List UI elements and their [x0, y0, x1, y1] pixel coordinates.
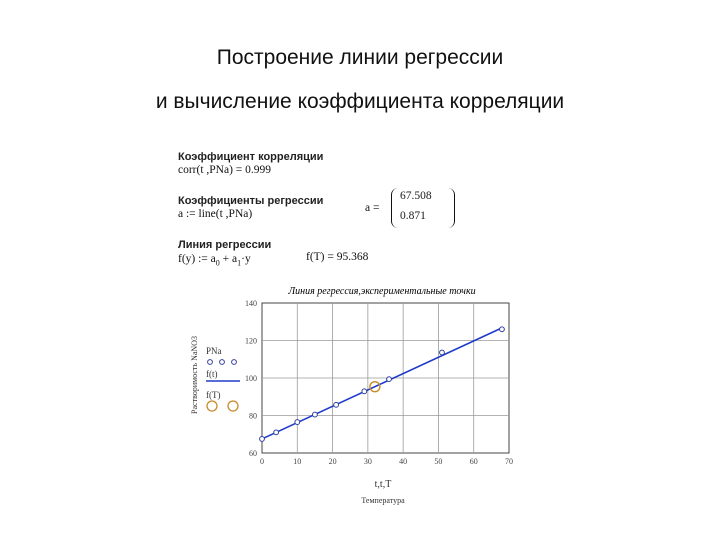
pna-point-6	[387, 377, 392, 382]
regression-expression[interactable]: a := line(t ,PNa)	[178, 208, 253, 220]
pna-point-2	[295, 420, 300, 425]
pna-point-1	[274, 430, 279, 435]
regression-line-heading: Линия регрессии	[178, 239, 272, 251]
legend-marker-fT	[207, 401, 238, 411]
y-tick-label-4: 140	[245, 299, 257, 308]
pna-point-3	[313, 412, 318, 417]
y-tick-label-2: 100	[245, 374, 257, 383]
legend-marker-pna	[208, 360, 237, 365]
fT-evaluation[interactable]: f(T) = 95.368	[306, 251, 369, 263]
y-tick-label-0: 60	[249, 449, 257, 458]
plot-grid	[262, 303, 509, 453]
x-tick-label-0: 0	[260, 457, 264, 466]
x-tick-label-2: 20	[328, 457, 337, 466]
legend-label-ft: f(t)	[206, 369, 218, 379]
matrix-label: a =	[365, 202, 380, 214]
line-func-left: f(y) := a	[178, 253, 216, 265]
x-axis-label: t,t,T	[374, 479, 392, 490]
legend-label-pna: PNa	[206, 346, 222, 356]
x-tick-label-6: 60	[469, 457, 478, 466]
line-func-sub1: 1	[237, 258, 242, 268]
chart-legend	[206, 346, 240, 411]
x-tick-label-5: 50	[434, 457, 443, 466]
chart-series	[260, 327, 505, 441]
y-axis-label: Растворимость NaNO3	[190, 336, 199, 414]
x-tick-labels	[260, 457, 513, 466]
x-tick-label-3: 30	[363, 457, 372, 466]
matrix-value-a1: 0.871	[400, 210, 426, 222]
chart-title: Линия регрессия,экспериментальные точки	[288, 286, 476, 297]
pna-point-0	[260, 437, 265, 442]
slide-title-line2: и вычисление коэффициента корреляции	[155, 90, 565, 113]
x-axis-sublabel: Температура	[361, 496, 405, 505]
correlation-heading: Коэффициент корреляции	[178, 151, 324, 163]
correlation-expression[interactable]: corr(t ,PNa) = 0.999	[178, 164, 272, 176]
x-tick-label-4: 40	[399, 457, 408, 466]
pna-point-5	[362, 389, 367, 394]
line-func-mid: + a	[219, 253, 238, 265]
x-tick-label-1: 10	[293, 457, 302, 466]
slide-title-line1: Построение линии регрессии	[216, 46, 504, 69]
pna-point-4	[334, 402, 339, 407]
x-tick-label-7: 70	[505, 457, 513, 466]
legend-label-fT: f(T)	[206, 390, 221, 400]
regression-heading: Коэффициенты регрессии	[178, 195, 324, 207]
pna-point-8	[500, 327, 505, 332]
y-tick-label-3: 120	[245, 336, 257, 346]
y-tick-label-1: 80	[249, 411, 257, 421]
line-func-right: ·y	[241, 253, 251, 265]
pna-point-7	[440, 350, 445, 355]
matrix-value-a0: 67.508	[400, 190, 432, 202]
line-func-sub0: 0	[215, 258, 220, 268]
y-tick-labels	[245, 299, 257, 458]
